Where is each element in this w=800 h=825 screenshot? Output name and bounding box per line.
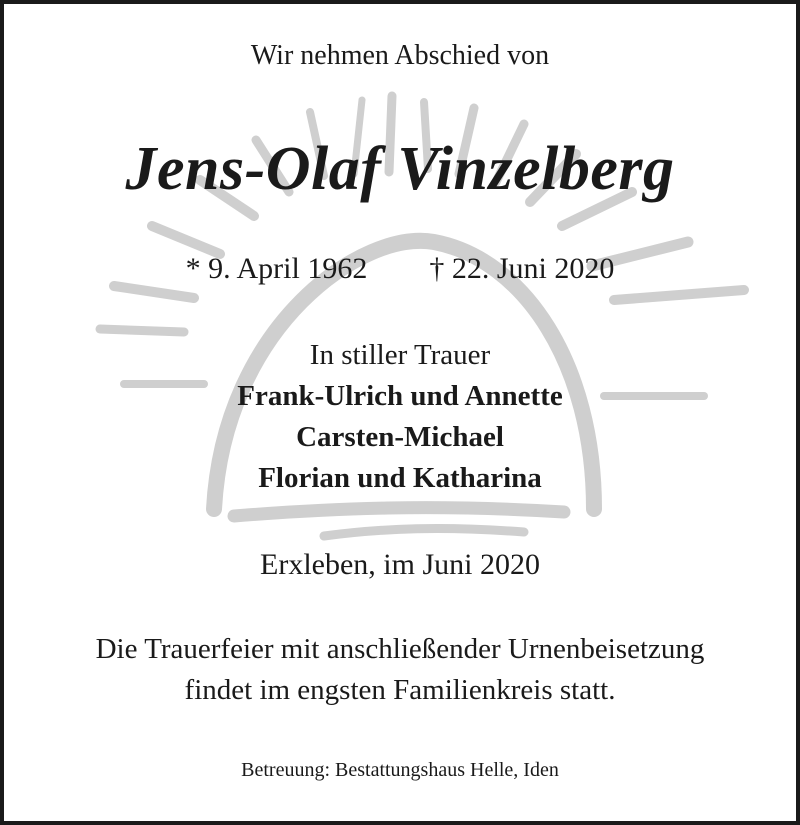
mourning-intro: In stiller Trauer xyxy=(309,339,491,371)
undertaker-credit: Betreuung: Bestattungshaus Helle, Iden xyxy=(241,759,559,781)
deceased-name: Jens-Olaf Vinzelberg xyxy=(125,135,675,203)
death-date: † 22. Juni 2020 xyxy=(429,252,615,285)
intro-text: Wir nehmen Abschied von xyxy=(250,40,550,71)
mourner-line: Florian und Katharina xyxy=(258,462,542,494)
place-date: Erxleben, im Juni 2020 xyxy=(260,548,540,581)
life-dates xyxy=(4,252,796,286)
mourner-line: Carsten-Michael xyxy=(296,421,504,453)
ceremony-line: findet im engsten Familienkreis statt. xyxy=(184,674,616,706)
ceremony-line: Die Trauerfeier mit anschließender Urnenbeisetzung xyxy=(95,633,705,665)
birth-date: * 9. April 1962 xyxy=(185,252,368,285)
mourner-line: Frank-Ulrich und Annette xyxy=(237,380,563,412)
